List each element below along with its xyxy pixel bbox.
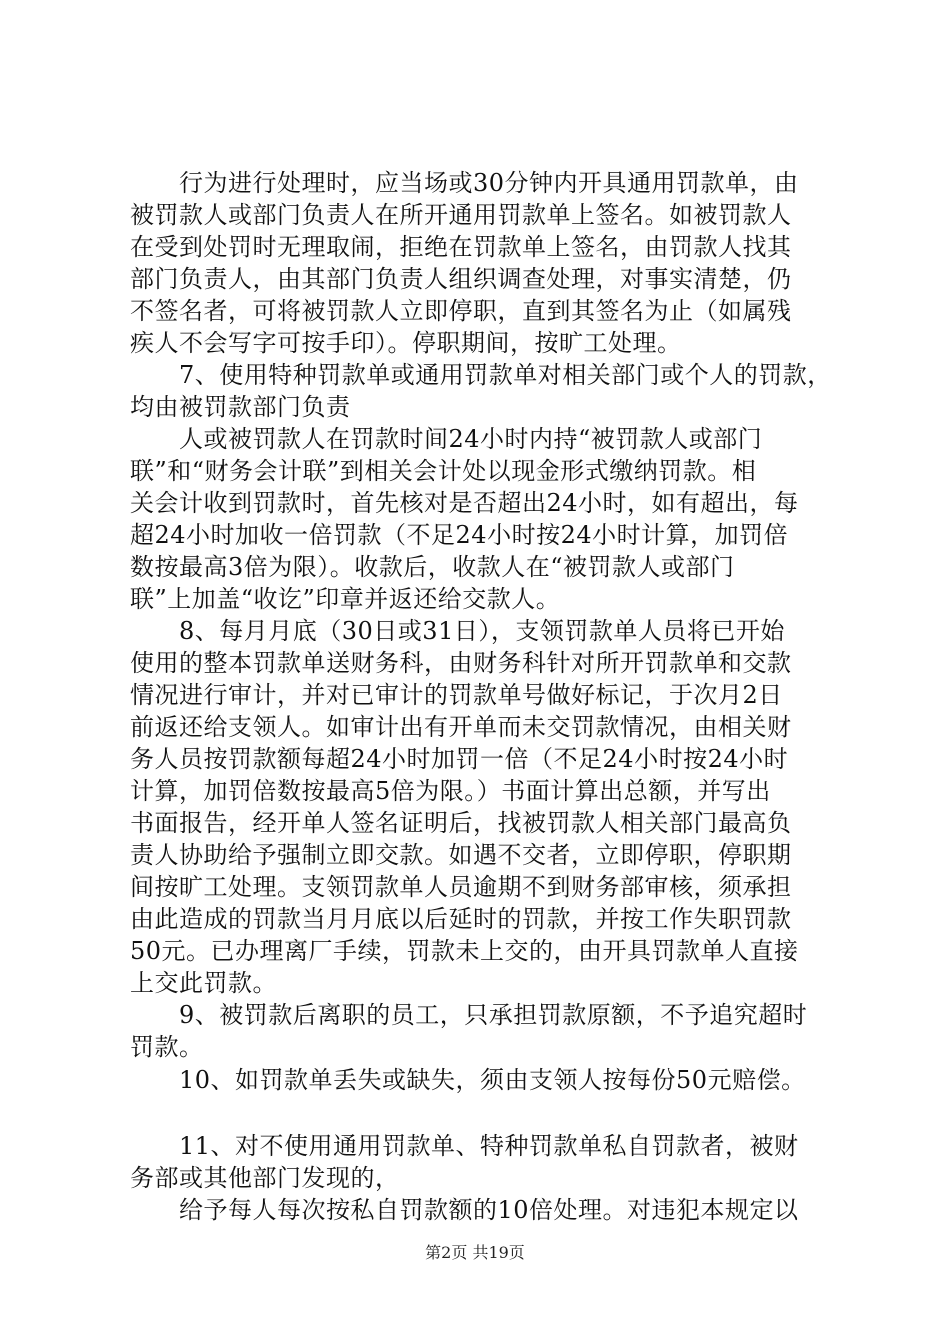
text-line: 均由被罚款部门负责 <box>130 393 351 421</box>
text-line: 联”和“财务会计联”到相关会计处以现金形式缴纳罚款。相 <box>130 457 757 485</box>
text-line: 责人协助给予强制立即交款。如遇不交者，立即停职，停职期 <box>130 841 792 869</box>
text-line: 使用的整本罚款单送财务科，由财务科针对所开罚款单和交款 <box>130 649 792 677</box>
text-line: 50元。已办理离厂手续，罚款未上交的，由开具罚款单人直接 <box>130 937 799 965</box>
text-line: 人或被罚款人在罚款时间24小时内持“被罚款人或部门 <box>130 425 763 453</box>
text-line: 数按最高3倍为限）。收款后，收款人在“被罚款人或部门 <box>130 553 735 581</box>
text-line: 务部或其他部门发现的， <box>130 1164 400 1192</box>
text-line: 由此造成的罚款当月月底以后延时的罚款，并按工作失职罚款 <box>130 905 792 933</box>
text-line: 给予每人每次按私自罚款额的10倍处理。对违犯本规定以 <box>130 1196 799 1224</box>
text-line: 疾人不会写字可按手印）。停职期间，按旷工处理。 <box>130 329 682 357</box>
text-line: 超24小时加收一倍罚款（不足24小时按24小时计算，加罚倍 <box>130 521 789 549</box>
text-line: 7、使用特种罚款单或通用罚款单对相关部门或个人的罚款， <box>130 361 832 389</box>
text-line: 9、被罚款后离职的员工，只承担罚款原额，不予追究超时 <box>130 1001 808 1029</box>
text-line: 计算，加罚倍数按最高5倍为限。）书面计算出总额，并写出 <box>130 777 771 805</box>
text-line: 间按旷工处理。支领罚款单人员逾期不到财务部审核，须承担 <box>130 873 792 901</box>
text-line: 书面报告，经开单人签名证明后，找被罚款人相关部门最高负 <box>130 809 792 837</box>
text-line: 被罚款人或部门负责人在所开通用罚款单上签名。如被罚款人 <box>130 201 792 229</box>
text-line: 务人员按罚款额每超24小时加罚一倍（不足24小时按24小时 <box>130 745 789 773</box>
text-line: 前返还给支领人。如审计出有开单而未交罚款情况，由相关财 <box>130 713 792 741</box>
text-line: 部门负责人，由其部门负责人组织调查处理，对事实清楚，仍 <box>130 265 792 293</box>
text-line: 在受到处罚时无理取闹，拒绝在罚款单上签名，由罚款人找其 <box>130 233 792 261</box>
text-line: 上交此罚款。 <box>130 969 277 997</box>
text-line: 罚款。 <box>130 1033 204 1061</box>
text-line: 不签名者，可将被罚款人立即停职，直到其签名为止（如属残 <box>130 297 792 325</box>
text-line: 行为进行处理时，应当场或30分钟内开具通用罚款单，由 <box>130 169 799 197</box>
page-footer: 第2页 共19页 <box>425 1243 525 1262</box>
text-line: 10、如罚款单丢失或缺失，须由支领人按每份50元赔偿。 <box>130 1066 806 1094</box>
text-line: 联”上加盖“收讫”印章并返还给交款人。 <box>130 585 561 613</box>
text-line: 情况进行审计，并对已审计的罚款单号做好标记，于次月2日 <box>130 681 783 709</box>
text-line: 关会计收到罚款时，首先核对是否超出24小时，如有超出，每 <box>130 489 799 517</box>
text-line: 8、每月月底（30日或31日），支领罚款单人员将已开始 <box>130 617 785 645</box>
text-line: 11、对不使用通用罚款单、特种罚款单私自罚款者，被财 <box>130 1132 799 1160</box>
